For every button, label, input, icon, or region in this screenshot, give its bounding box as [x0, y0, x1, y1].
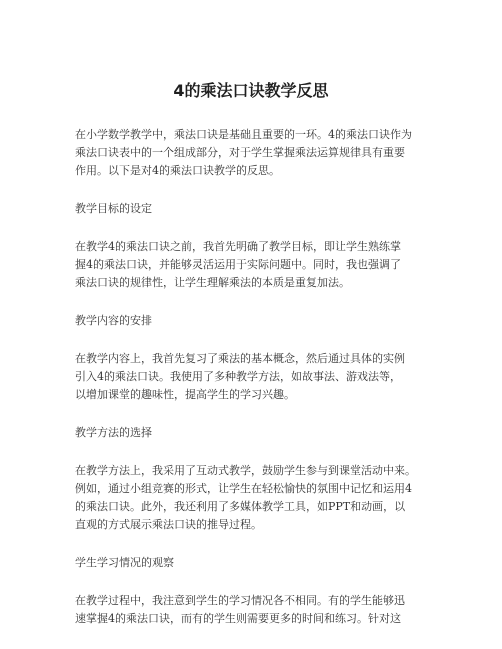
paragraph-line: 的乘法口诀。此外，我还利用了多媒体教学工具，如PPT和动画，以: [75, 500, 406, 513]
section-paragraph: [75, 592, 475, 628]
paragraph-line: 在教学内容上，我首先复习了乘法的基本概念，然后通过具体的实例: [75, 352, 405, 365]
paragraph-line: 在教学方法上，我采用了互动式教学，鼓励学生参与到课堂活动中来。: [75, 464, 416, 477]
section-paragraph: [75, 462, 475, 534]
section-heading: 教学内容的安排: [75, 314, 152, 327]
paragraph-line: 例如，通过小组竞赛的形式，让学生在轻松愉快的氛围中记忆和运用4: [75, 482, 412, 495]
paragraph-line: 在教学过程中，我注意到学生的学习情况各不相同。有的学生能够迅: [75, 594, 405, 607]
section-heading: 教学目标的设定: [75, 202, 152, 215]
paragraph-line: 以增加课堂的趣味性，提高学生的学习兴趣。: [75, 388, 295, 401]
document-body: [75, 126, 475, 628]
section-heading: 教学方法的选择: [75, 426, 152, 439]
intro-paragraph: [75, 126, 475, 180]
paragraph-line: 握4的乘法口诀，并能够灵活运用于实际问题中。同时，我也强调了: [75, 258, 401, 271]
paragraph-line: 作用。以下是对4的乘法口诀教学的反思。: [75, 164, 280, 177]
paragraph-line: 引入4的乘法口诀。我使用了多种教学方法，如故事法、游戏法等，: [75, 370, 401, 383]
paragraph-line: 速掌握4的乘法口诀，而有的学生则需要更多的时间和练习。针对这: [75, 612, 401, 625]
paragraph-line: 乘法口诀的规律性，让学生理解乘法的本质是重复加法。: [75, 276, 350, 289]
paragraph-line: 在小学数学教学中，乘法口诀是基础且重要的一环。4的乘法口诀作为: [75, 128, 412, 141]
section-heading: 学生学习情况的观察: [75, 556, 174, 569]
section-paragraph: [75, 238, 475, 292]
paragraph-line: 在教学4的乘法口诀之前，我首先明确了教学目标，即让学生熟练掌: [75, 240, 401, 253]
section-paragraph: [75, 350, 475, 404]
paragraph-line: 直观的方式展示乘法口诀的推导过程。: [75, 518, 262, 531]
paragraph-line: 乘法口诀表中的一个组成部分，对于学生掌握乘法运算规律具有重要: [75, 146, 405, 159]
document-title: 4的乘法口诀教学反思: [173, 81, 329, 100]
